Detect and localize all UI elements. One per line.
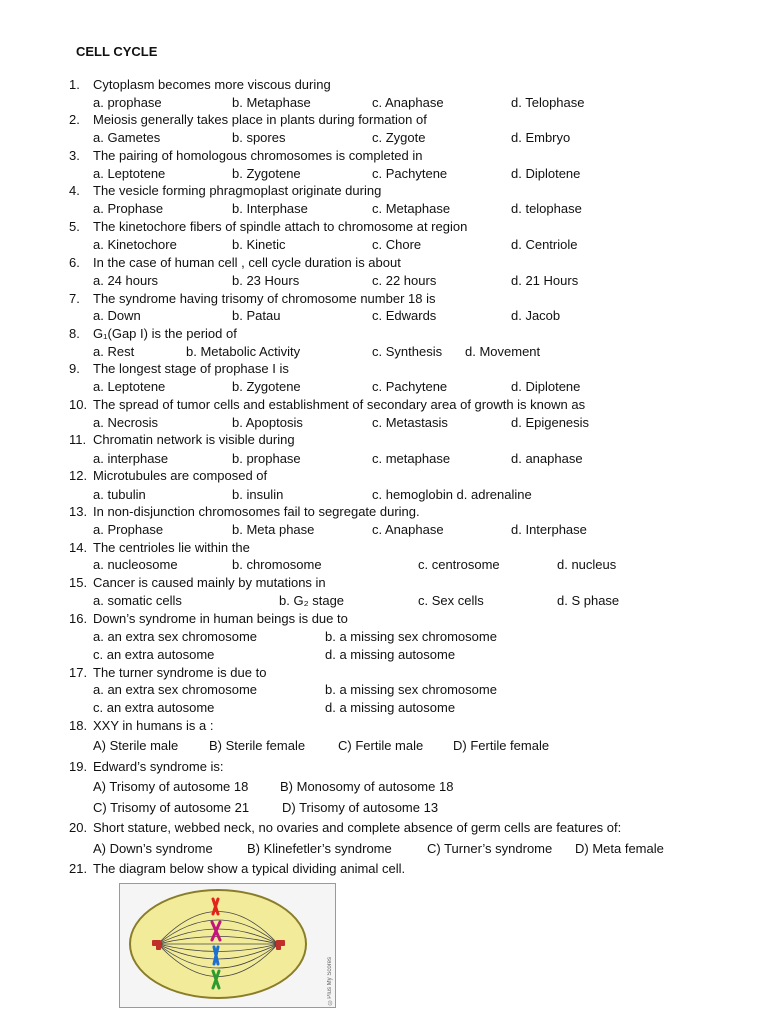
question-20: 20. Short stature, webbed neck, no ovaries and complete absence of germ cells are features of: <box>69 820 622 835</box>
option-d[interactable]: D) Fertile female <box>453 738 550 753</box>
question-text: In non-disjunction chromosomes fail to segregate during. <box>93 504 420 519</box>
option-b[interactable]: b. Meta phase <box>232 522 315 537</box>
option-b[interactable]: b. Zygotene <box>232 166 301 181</box>
question-text: Down’s syndrome in human beings is due to <box>93 611 348 626</box>
option-d[interactable]: d. S phase <box>557 593 620 608</box>
option-c[interactable]: c. Synthesis <box>372 344 443 359</box>
question-text: Cytoplasm becomes more viscous during <box>93 77 331 92</box>
option-d[interactable]: d. telophase <box>511 201 582 216</box>
option-b[interactable]: B) Klinefetler’s syndrome <box>247 841 392 856</box>
option-c[interactable]: c. centrosome <box>418 557 500 572</box>
option-a[interactable]: a. Necrosis <box>93 415 159 430</box>
option-c[interactable]: c. Zygote <box>372 130 426 145</box>
option-d[interactable]: d. Diplotene <box>511 379 581 394</box>
option-b[interactable]: b. Metabolic Activity <box>186 344 301 359</box>
option-b[interactable]: b. Patau <box>232 308 281 323</box>
question-12: 12. Microtubules are composed of <box>69 468 268 483</box>
question-5: 5. The kinetochore fibers of spindle attach to chromosome at region <box>69 219 468 234</box>
option-d[interactable]: D) Trisomy of autosome 13 <box>282 800 439 815</box>
option-a[interactable]: a. prophase <box>93 95 162 110</box>
option-c[interactable]: C) Turner’s syndrome <box>427 841 553 856</box>
option-b[interactable]: b. a missing sex chromosome <box>325 629 497 644</box>
option-c[interactable]: c. metaphase <box>372 451 451 466</box>
question-15: 15. Cancer is caused mainly by mutations in <box>69 575 326 590</box>
option-c[interactable]: C) Fertile male <box>338 738 424 753</box>
question-text: Edward’s syndrome is: <box>93 759 224 774</box>
option-d[interactable]: d. a missing autosome <box>325 647 456 662</box>
chromosome-blue-icon <box>214 947 218 964</box>
option-c[interactable]: c. hemoglobin d. adrenaline <box>372 487 532 502</box>
option-c[interactable]: c. 22 hours <box>372 273 437 288</box>
question-text: The centrioles lie within the <box>93 540 250 555</box>
option-c[interactable]: c. Pachytene <box>372 379 448 394</box>
option-b[interactable]: b. prophase <box>232 451 301 466</box>
question-21: 21. The diagram below show a typical dividing animal cell. <box>69 861 406 876</box>
option-d[interactable]: d. 21 Hours <box>511 273 579 288</box>
option-c[interactable]: c. Anaphase <box>372 95 444 110</box>
question-3: 3. The pairing of homologous chromosomes is completed in <box>69 148 423 163</box>
option-b[interactable]: B) Sterile female <box>209 738 306 753</box>
option-c[interactable]: C) Trisomy of autosome 21 <box>93 800 250 815</box>
page-title: CELL CYCLE <box>76 44 158 59</box>
dividing-cell-figure <box>119 883 336 1008</box>
option-a[interactable]: a. an extra sex chromosome <box>93 629 258 644</box>
option-d[interactable]: d. Telophase <box>511 95 585 110</box>
question-11: 11. Chromatin network is visible during <box>69 432 295 447</box>
option-a[interactable]: a. Prophase <box>93 201 164 216</box>
question-1: 1. Cytoplasm becomes more viscous during <box>69 77 331 92</box>
question-18: 18. XXY in humans is a : <box>69 718 214 733</box>
question-text: G₁(Gap I) is the period of <box>93 326 237 341</box>
option-b[interactable]: b. Apoptosis <box>232 415 303 430</box>
question-text: The vesicle forming phragmoplast originate during <box>93 183 382 198</box>
option-a[interactable]: a. Leptotene <box>93 379 166 394</box>
question-text: The diagram below show a typical dividing animal cell. <box>93 861 406 876</box>
option-b[interactable]: B) Monosomy of autosome 18 <box>280 779 454 794</box>
option-a[interactable]: a. Leptotene <box>93 166 166 181</box>
option-d[interactable]: d. Interphase <box>511 522 587 537</box>
option-b[interactable]: b. insulin <box>232 487 284 502</box>
question-text: The longest stage of prophase I is <box>93 361 289 376</box>
option-d[interactable]: d. nucleus <box>557 557 617 572</box>
option-c[interactable]: c. Pachytene <box>372 166 448 181</box>
option-d[interactable]: D) Meta female <box>575 841 664 856</box>
image-credit: ©Plus My Scores <box>327 957 333 1005</box>
question-text: Microtubules are composed of <box>93 468 268 483</box>
option-d[interactable]: d. Movement <box>465 344 541 359</box>
question-text: The kinetochore fibers of spindle attach to chromosome at region <box>93 219 468 234</box>
option-b[interactable]: b. Interphase <box>232 201 308 216</box>
question-13: 13. In non-disjunction chromosomes fail to segregate during. <box>69 504 420 519</box>
option-a[interactable]: A) Trisomy of autosome 18 <box>93 779 249 794</box>
option-d[interactable]: d. Embryo <box>511 130 571 145</box>
option-b[interactable]: b. Zygotene <box>232 379 301 394</box>
option-c[interactable]: c. Chore <box>372 237 422 252</box>
question-text: The pairing of homologous chromosomes is completed in <box>93 148 423 163</box>
option-b[interactable]: b. chromosome <box>232 557 322 572</box>
question-7: 7. The syndrome having trisomy of chromosome number 18 is <box>69 291 436 306</box>
question-14: 14. The centrioles lie within the <box>69 540 250 555</box>
question-9: 9. The longest stage of prophase I is <box>69 361 289 376</box>
option-a[interactable]: A) Sterile male <box>93 738 179 753</box>
option-a[interactable]: a. Rest <box>93 344 135 359</box>
option-c[interactable]: c. Anaphase <box>372 522 444 537</box>
question-text: The turner syndrome is due to <box>93 665 267 680</box>
question-text: The spread of tumor cells and establishment of secondary area of growth is known as <box>93 397 586 412</box>
option-a[interactable]: a. Kinetochore <box>93 237 177 252</box>
option-d[interactable]: d. Centriole <box>511 237 578 252</box>
question-text: Meiosis generally takes place in plants during formation of <box>93 112 427 127</box>
option-c[interactable]: c. an extra autosome <box>93 700 215 715</box>
option-b[interactable]: b. a missing sex chromosome <box>325 682 497 697</box>
question-8: 8. G₁(Gap I) is the period of <box>69 326 237 341</box>
option-c[interactable]: c. Edwards <box>372 308 437 323</box>
option-c[interactable]: c. Metastasis <box>372 415 448 430</box>
option-d[interactable]: d. a missing autosome <box>325 700 456 715</box>
option-b[interactable]: b. Kinetic <box>232 237 286 252</box>
option-a[interactable]: a. somatic cells <box>93 593 182 608</box>
question-19: 19. Edward’s syndrome is: <box>69 759 224 774</box>
option-b[interactable]: b. G₂ stage <box>279 593 345 608</box>
question-text: XXY in humans is a : <box>93 718 214 733</box>
option-a[interactable]: a. an extra sex chromosome <box>93 682 258 697</box>
question-text: Cancer is caused mainly by mutations in <box>93 575 326 590</box>
option-a[interactable]: a. tubulin <box>93 487 146 502</box>
option-d[interactable]: d. Diplotene <box>511 166 581 181</box>
option-a[interactable]: a. Prophase <box>93 522 164 537</box>
option-b[interactable]: b. 23 Hours <box>232 273 300 288</box>
question-4: 4. The vesicle forming phragmoplast originate during <box>69 183 382 198</box>
option-d[interactable]: d. anaphase <box>511 451 583 466</box>
question-10: 10. The spread of tumor cells and establishment of secondary area of growth is known as <box>69 397 586 412</box>
option-a[interactable]: a. interphase <box>93 451 169 466</box>
option-d[interactable]: d. Jacob <box>511 308 561 323</box>
option-a[interactable]: a. 24 hours <box>93 273 159 288</box>
option-b[interactable]: b. Metaphase <box>232 95 311 110</box>
question-16: 16. Down’s syndrome in human beings is due to <box>69 611 348 626</box>
option-a[interactable]: a. nucleosome <box>93 557 178 572</box>
option-b[interactable]: b. spores <box>232 130 286 145</box>
option-c[interactable]: c. Metaphase <box>372 201 451 216</box>
option-d[interactable]: d. Epigenesis <box>511 415 590 430</box>
option-c[interactable]: c. Sex cells <box>418 593 484 608</box>
option-c[interactable]: c. an extra autosome <box>93 647 215 662</box>
option-a[interactable]: a. Gametes <box>93 130 161 145</box>
cell-diagram <box>120 884 335 1007</box>
option-a[interactable]: a. Down <box>93 308 141 323</box>
option-a[interactable]: A) Down’s syndrome <box>93 841 213 856</box>
question-17: 17. The turner syndrome is due to <box>69 665 267 680</box>
question-text: Short stature, webbed neck, no ovaries and complete absence of germ cells are features of: <box>93 820 622 835</box>
question-6: 6. In the case of human cell , cell cycle duration is about <box>69 255 401 270</box>
question-text: In the case of human cell , cell cycle duration is about <box>93 255 401 270</box>
question-2: 2. Meiosis generally takes place in plants during formation of <box>69 112 427 127</box>
question-text: The syndrome having trisomy of chromosome number 18 is <box>93 291 436 306</box>
question-text: Chromatin network is visible during <box>93 432 295 447</box>
